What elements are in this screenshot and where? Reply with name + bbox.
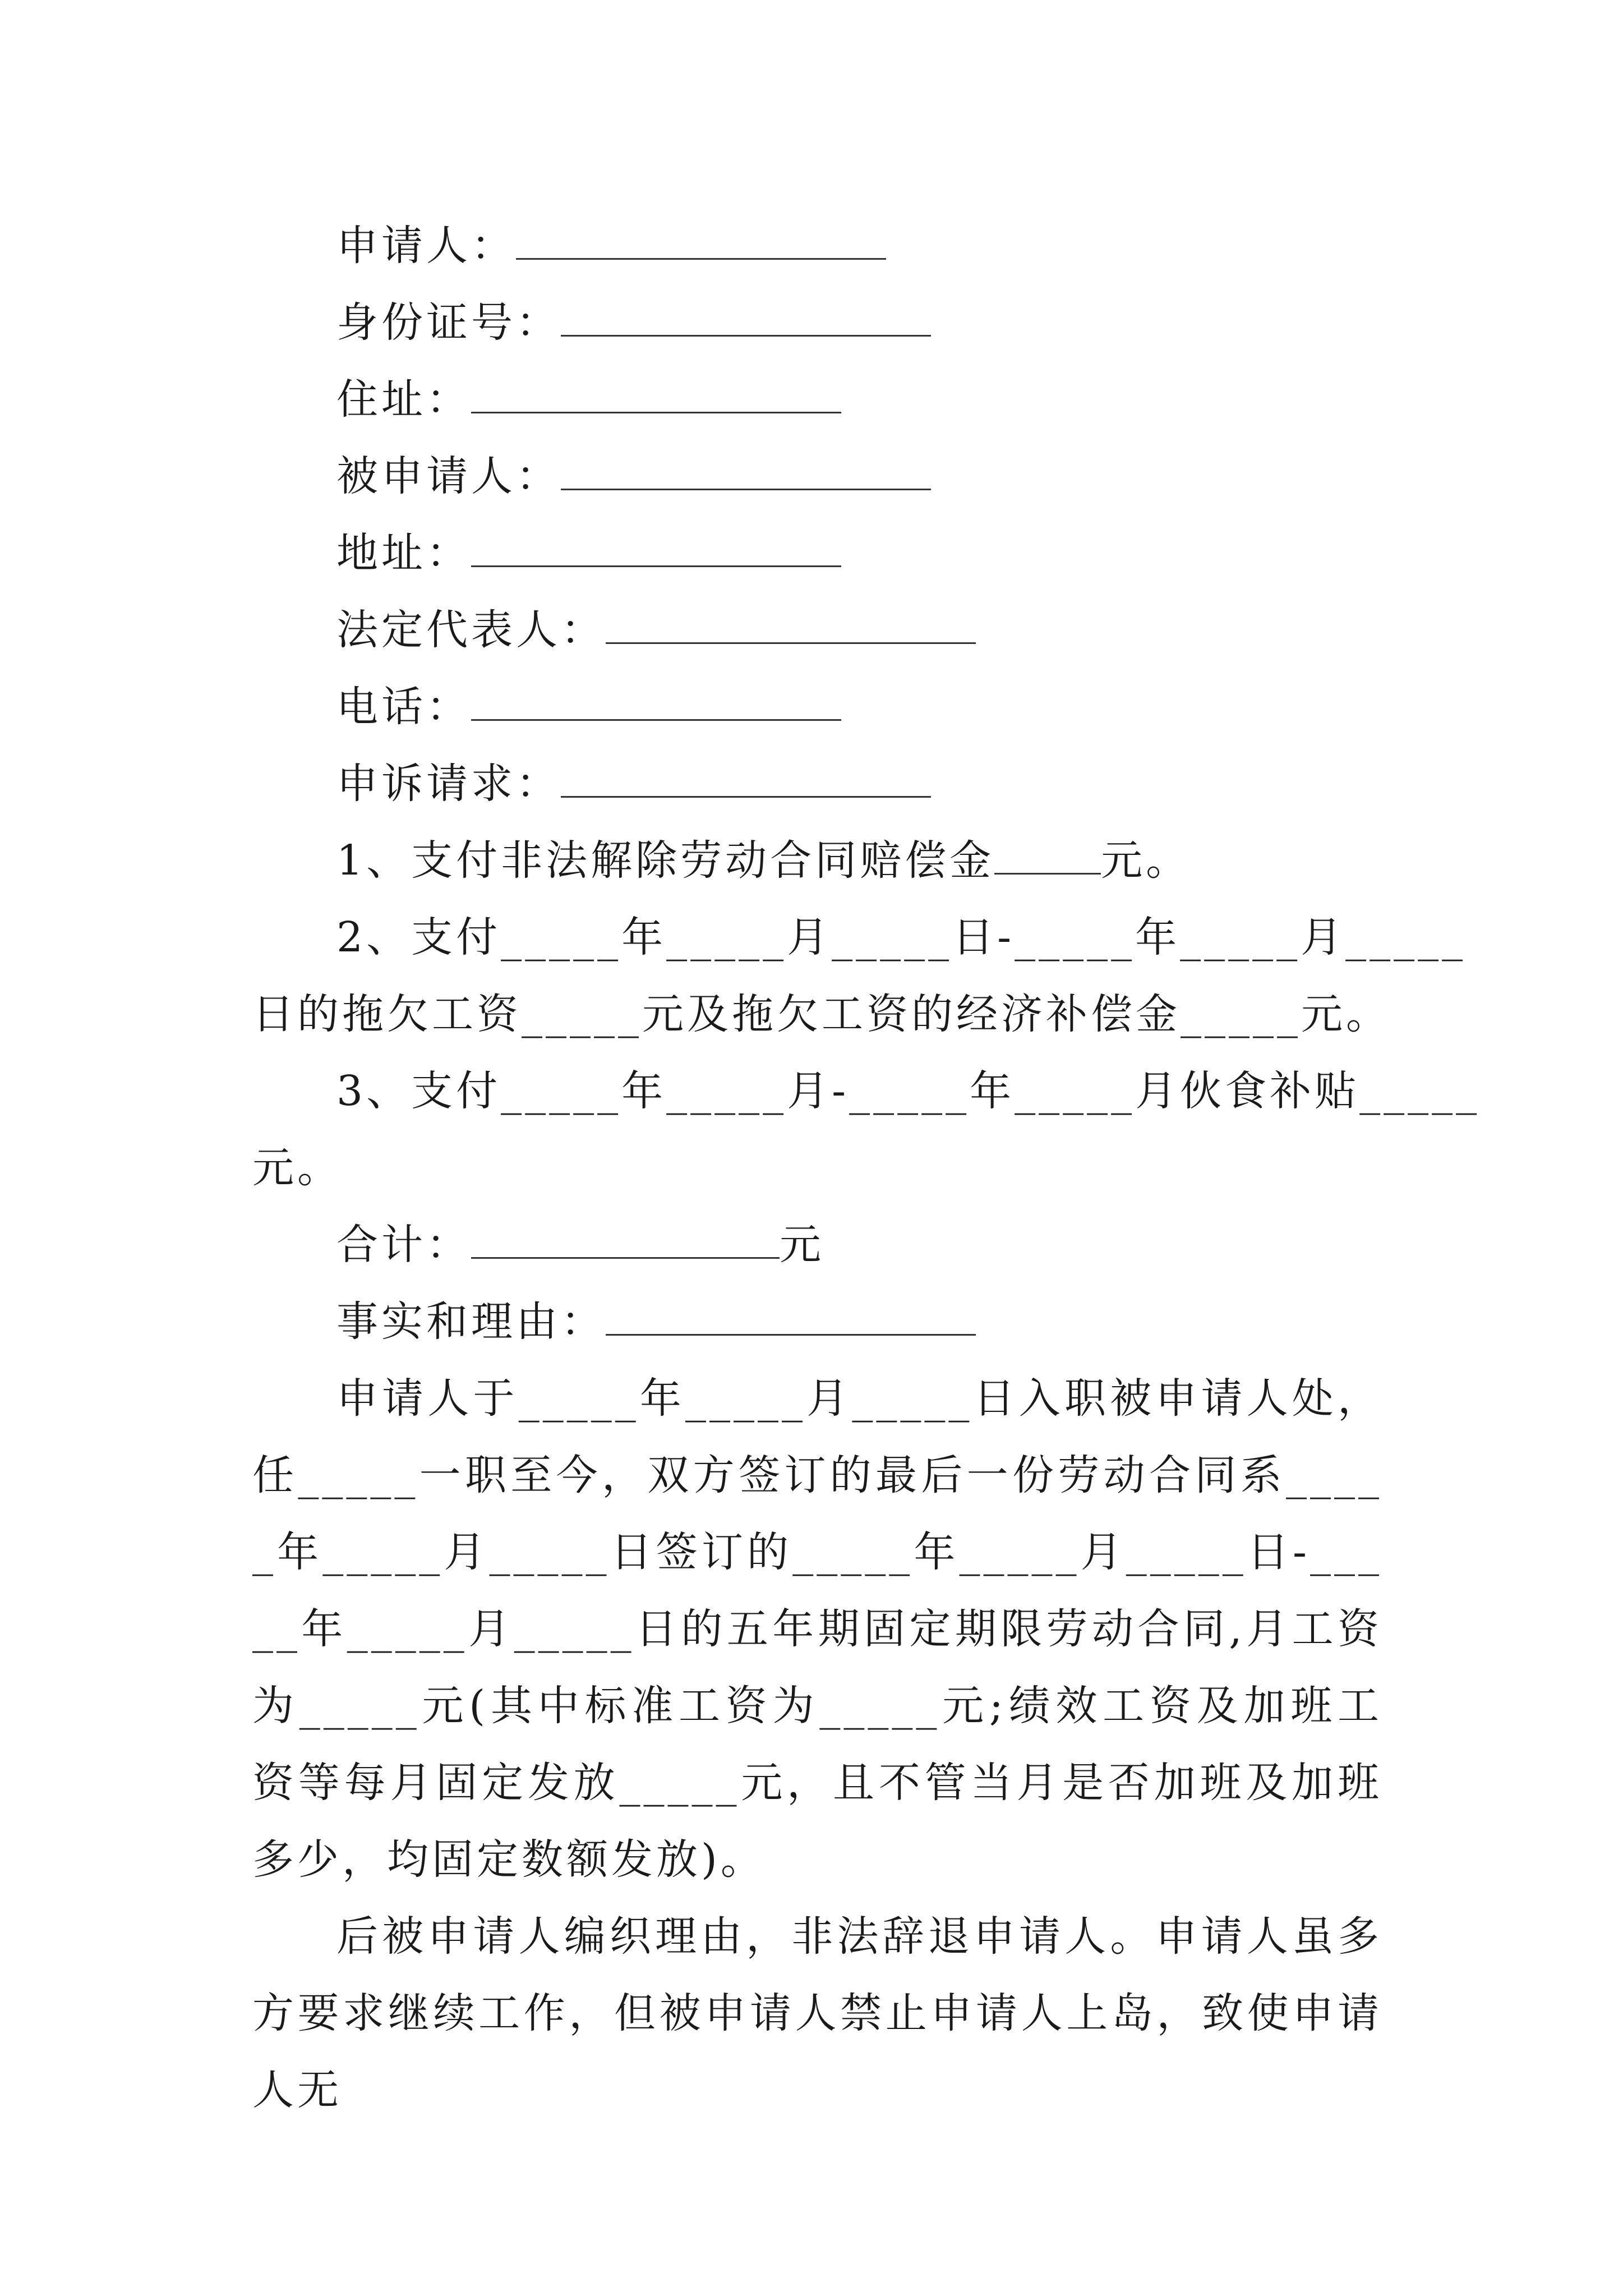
claim-item-1-blank bbox=[994, 839, 1101, 875]
total-unit: 元 bbox=[780, 1221, 824, 1269]
applicant-blank bbox=[516, 224, 886, 260]
id-number-blank bbox=[561, 301, 931, 337]
facts-paragraph-1: 申请人于_____年_____月_____日入职被申请人处，任_____一职至今，双方签订的最后一份劳动合同系_____年_____月_____日签订的_____年_____月_____日-_____年_____月_____日的五年期固定期限劳动合同,月工资为_____元(其中标准工资为_____元;绩效工资及加班工资等每月固定发放_____元，且不管当月是否加班及加班多少，均固定数额发放)。 bbox=[252, 1374, 1382, 1884]
claims-heading bbox=[252, 746, 1382, 822]
respondent-label: 被申请人： bbox=[336, 452, 561, 500]
claim-item-1-unit: 元。 bbox=[1101, 836, 1191, 885]
address-blank bbox=[471, 378, 841, 413]
phone-blank bbox=[471, 685, 841, 721]
respondent-blank bbox=[561, 455, 931, 490]
legal-rep-field bbox=[252, 592, 1382, 669]
applicant-field bbox=[252, 208, 1382, 284]
claim-item-2-line-2: 日的拖欠工资_____元及拖欠工资的经济补偿金_____元。 bbox=[252, 990, 1391, 1038]
facts-label: 事实和理由： bbox=[336, 1297, 606, 1346]
claim-item-3-line-1: 3、支付_____年_____月-_____年_____月伙食补贴_____ bbox=[336, 1067, 1481, 1115]
id-number-field bbox=[252, 284, 1382, 361]
respondent-address-blank bbox=[471, 532, 841, 567]
claim-item-1 bbox=[252, 822, 1382, 899]
claims-label: 申诉请求： bbox=[336, 760, 561, 808]
total-field bbox=[252, 1207, 1382, 1283]
total-blank bbox=[471, 1223, 780, 1259]
legal-rep-label: 法定代表人： bbox=[336, 606, 606, 654]
respondent-field bbox=[252, 438, 1382, 515]
phone-label: 电话： bbox=[336, 683, 471, 731]
address-label: 住址： bbox=[336, 375, 471, 424]
legal-rep-blank bbox=[606, 609, 976, 644]
total-label: 合计： bbox=[336, 1221, 471, 1269]
facts-blank bbox=[606, 1300, 976, 1336]
claim-item-3-line-2: 元。 bbox=[252, 1144, 342, 1192]
claim-item-1-text: 1、支付非法解除劳动合同赔偿金 bbox=[336, 836, 995, 885]
document-body bbox=[252, 208, 1481, 2129]
facts-heading bbox=[252, 1283, 1382, 1360]
facts-paragraph-2: 后被申请人编织理由，非法辞退申请人。申请人虽多方要求继续工作，但被申请人禁止申请人上岛，致使申请人无 bbox=[252, 1912, 1382, 2114]
respondent-address-field bbox=[252, 515, 1382, 592]
applicant-label: 申请人： bbox=[336, 222, 516, 270]
claims-blank bbox=[561, 762, 931, 798]
id-number-label: 身份证号： bbox=[336, 298, 561, 347]
respondent-address-label: 地址： bbox=[336, 529, 471, 577]
address-field bbox=[252, 361, 1382, 438]
claim-item-2-line-1: 2、支付_____年_____月_____日-_____年_____月_____ bbox=[336, 913, 1467, 961]
phone-field bbox=[252, 669, 1382, 746]
